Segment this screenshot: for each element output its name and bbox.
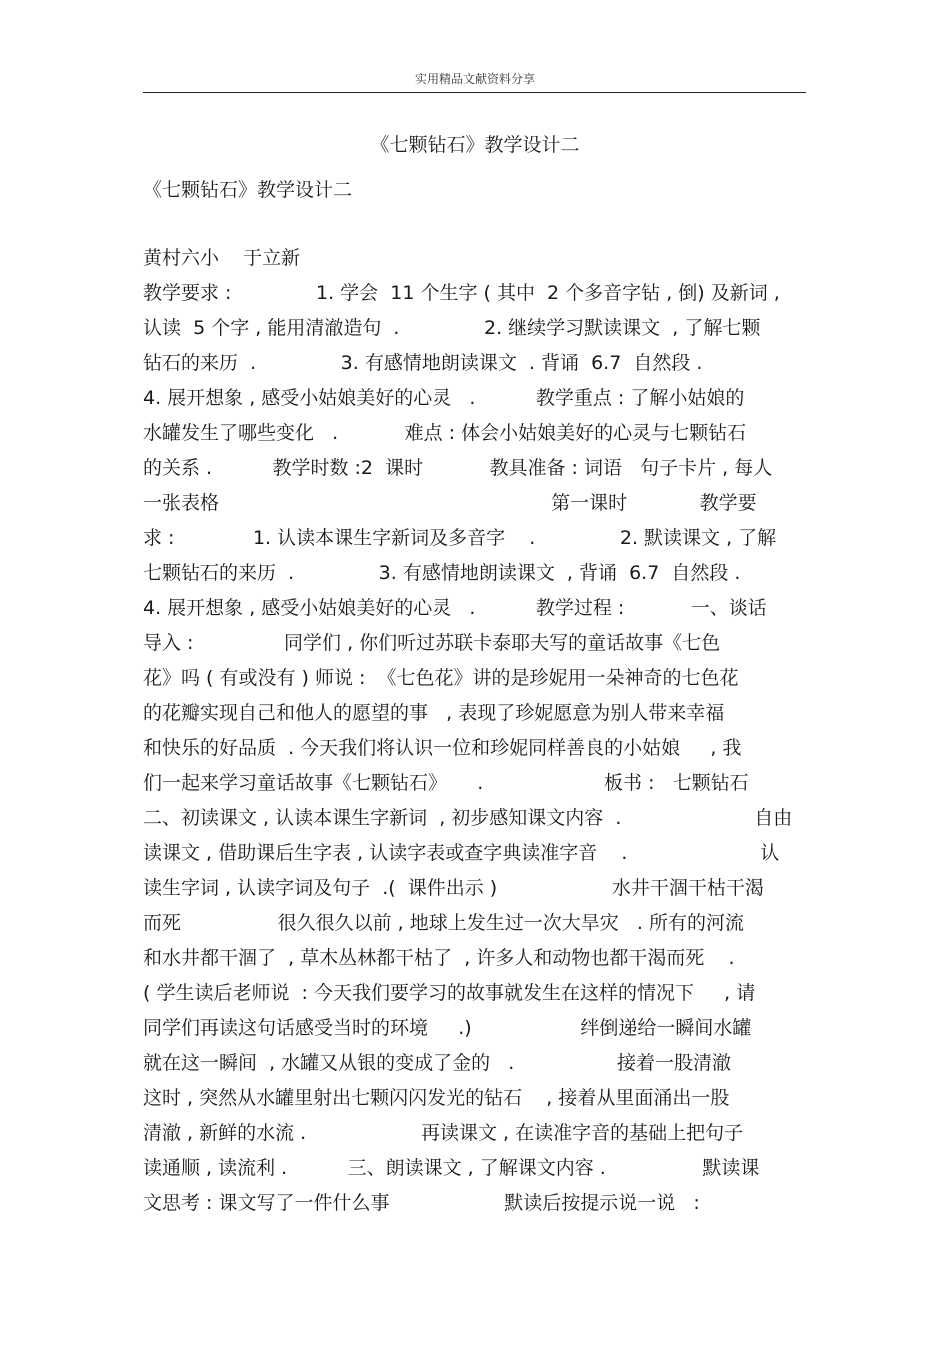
body-line: 清澈 , 新鲜的水流 . 再读课文 , 在读准字音的基础上把句子: [143, 1122, 744, 1144]
page-header: 实用精品文献资料分享: [414, 72, 535, 86]
body-line: 同学们再读这句话感受当时的环境 .) 绊倒递给一瞬间水罐: [143, 1017, 752, 1039]
body-line: 读通顺 , 读流利 . 三、朗读课文 , 了解课文内容 . 默读课: [143, 1157, 760, 1179]
body-line: 和水井都干涸了 , 草木丛林都干枯了 , 许多人和动物也都干渴而死 .: [143, 947, 735, 969]
body-line: 而死 很久很久以前 , 地球上发生过一次大旱灾 . 所有的河流: [143, 912, 744, 934]
body-line: 的关系 . 教学时数 :2 课时 教具准备 : 词语 句子卡片 , 每人: [143, 457, 773, 479]
body-line: 这时 , 突然从水罐里射出七颗闪闪发光的钻石 , 接着从里面涌出一股: [143, 1087, 730, 1109]
body-line: 导入 : 同学们 , 你们听过苏联卡泰耶夫写的童话故事《七色: [143, 632, 721, 654]
body-line: 和快乐的好品质 . 今天我们将认识一位和珍妮同样善良的小姑娘 , 我: [143, 737, 742, 759]
body-line: 黄村六小 于立新: [143, 247, 301, 269]
body-line: 文思考 : 课文写了一件什么事 默读后按提示说一说 :: [143, 1192, 700, 1214]
body-line: 七颗钻石的来历 . 3. 有感情地朗读课文 , 背诵 6.7 自然段 .: [143, 562, 741, 584]
body-line: 4. 展开想象 , 感受小姑娘美好的心灵 . 教学过程 : 一、谈话: [143, 597, 767, 619]
header-divider: [143, 92, 806, 93]
body-line: 们一起来学习童话故事《七颗钻石》 . 板书 : 七颗钻石: [143, 772, 749, 794]
body-line: 钻石的来历 . 3. 有感情地朗读课文 . 背诵 6.7 自然段 .: [143, 352, 703, 374]
body-line: 一张表格 第一课时 教学要: [143, 492, 757, 514]
body-line: ( 学生读后老师说 : 今天我们要学习的故事就发生在这样的情况下 , 请: [143, 982, 756, 1004]
body-line: 二、初读课文 , 认读本课生字新词 , 初步感知课文内容 . 自由: [143, 807, 793, 829]
body-line: 的花瓣实现自己和他人的愿望的事 , 表现了珍妮愿意为别人带来幸福: [143, 702, 725, 724]
body-line: 就在这一瞬间 , 水罐又从银的变成了金的 . 接着一股清澈: [143, 1052, 731, 1074]
document-subtitle: 《七颗钻石》教学设计二: [143, 179, 353, 201]
body-line: 求 : 1. 认读本课生字新词及多音字 . 2. 默读课文 , 了解: [143, 527, 777, 549]
body-line: 认读 5 个字 , 能用清澈造句 . 2. 继续学习默读课文 , 了解七颗: [143, 317, 761, 339]
body-line: 读课文 , 借助课后生字表 , 认读字表或查字典读准字音 . 认: [143, 842, 780, 864]
body-line: 读生字词 , 认读字词及句子 .( 课件出示 ) 水井干涸干枯干渴: [143, 877, 764, 899]
body-text: [143, 244, 813, 1224]
body-line: 4. 展开想象 , 感受小姑娘美好的心灵 . 教学重点 : 了解小姑娘的: [143, 387, 745, 409]
body-line: 教学要求 : 1. 学会 11 个生字 ( 其中 2 个多音字钻 , 倒) 及新词 ,: [143, 282, 780, 304]
document-title: 《七颗钻石》教学设计二: [370, 134, 580, 156]
body-line: 花》吗 ( 有或没有 ) 师说 : 《七色花》讲的是珍妮用一朵神奇的七色花: [143, 667, 739, 689]
body-line: 水罐发生了哪些变化 . 难点 : 体会小姑娘美好的心灵与七颗钻石: [143, 422, 747, 444]
